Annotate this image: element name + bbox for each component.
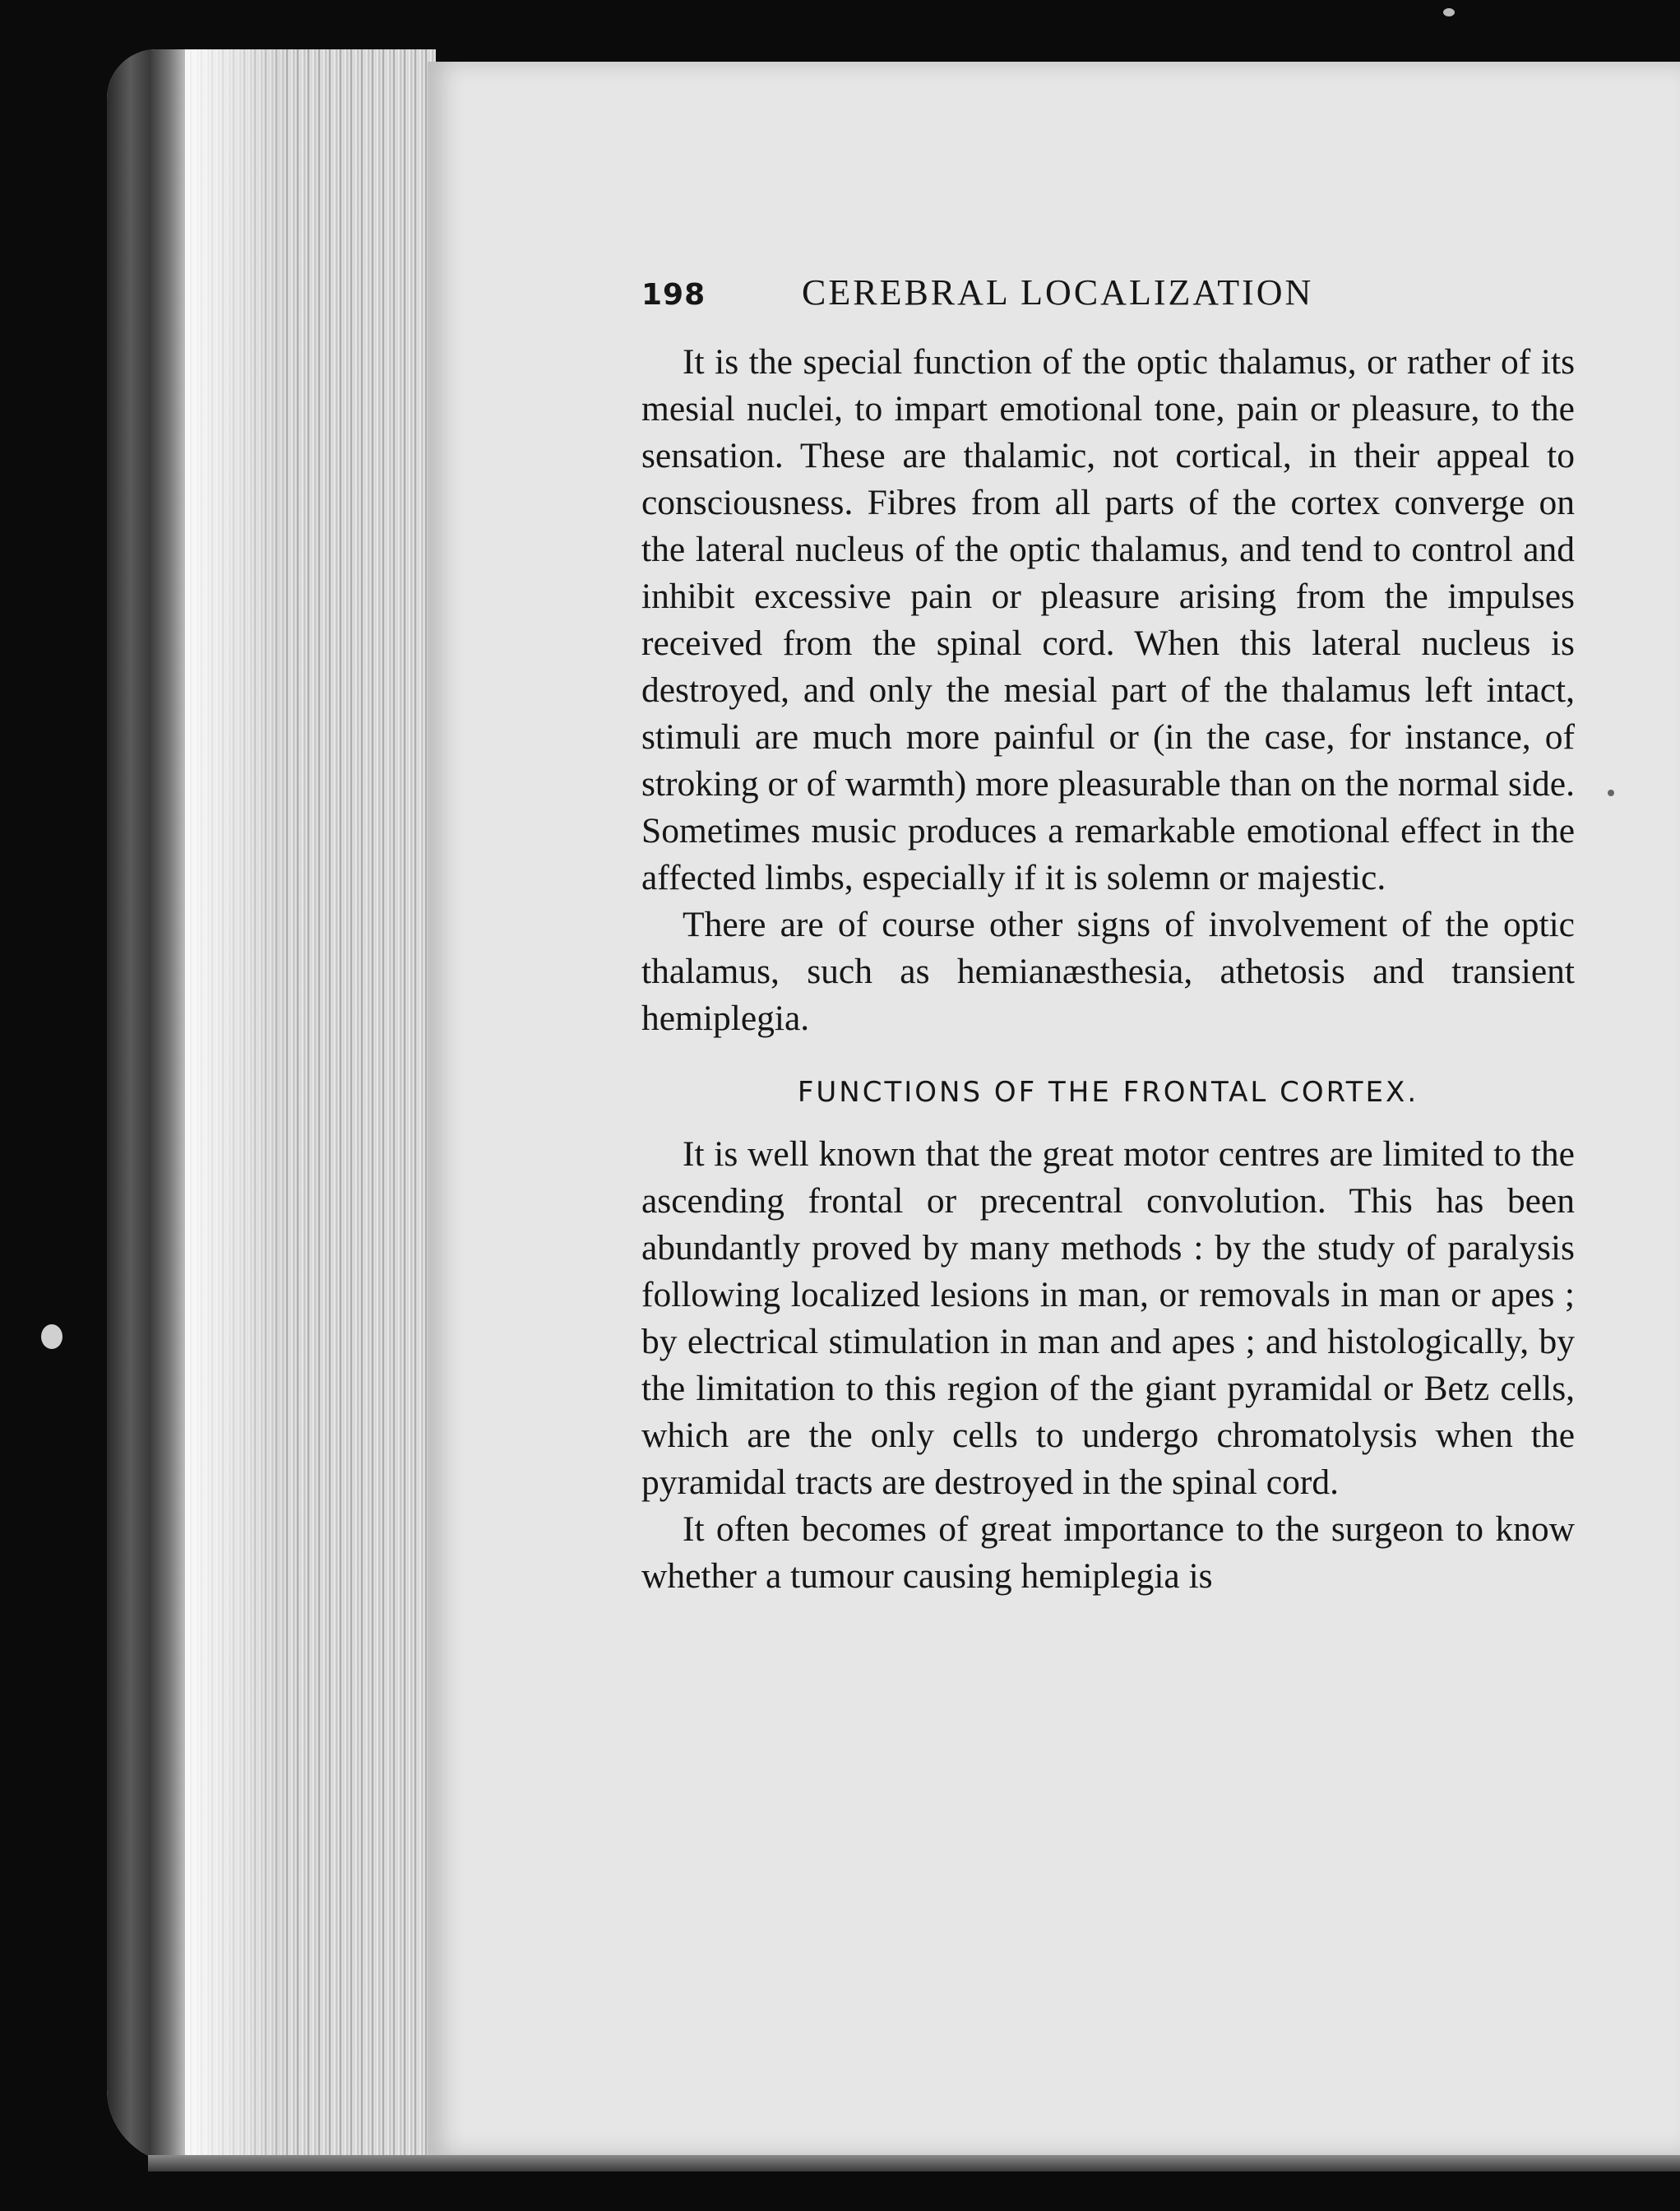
- running-head-title: CEREBRAL LOCALIZATION: [802, 272, 1314, 313]
- book-page-edges: [107, 49, 436, 2163]
- running-head: [641, 271, 1575, 321]
- body-paragraph: It often becomes of great importance to the surgeon to know whether a tumour causing hemiplegia is: [641, 1509, 1575, 1596]
- body-paragraph: There are of course other signs of involvement of the optic thalamus, such as hemianæsthesia, athetosis and transient hemiplegia.: [641, 905, 1575, 1038]
- body-paragraph: It is the special function of the optic thalamus, or rather of its mesial nuclei, to impart emotional tone, pain or pleasure, to the sensation. These are thalamic, not cortical, in their appeal to consciousness. Fibres from all parts of the cortex converge on the lateral nucleus of the optic thalamus, and tend to control and inhibit excessive pain or pleasure arising from the impulses received from the spinal cord. When this lateral nucleus is destroyed, and only the mesial part of the thalamus left intact, stimuli are much more painful or (in the case, for instance, of stroking or of warmth) more pleasurable than on the normal side. Sometimes music produces a remarkable emotional effect in the affected limbs, especially if it is solemn or majestic.: [641, 342, 1575, 897]
- page-text-block: [641, 271, 1575, 1600]
- scan-speck: [41, 1324, 62, 1349]
- scan-speck: [1443, 8, 1455, 16]
- section-heading: FUNCTIONS OF THE FRONTAL CORTEX.: [797, 1076, 1419, 1109]
- page-number: 198: [641, 278, 706, 312]
- body-paragraph: It is well known that the great motor centres are limited to the ascending frontal or precentral convolution. This has been abundantly proved by many methods : by the study of paralysis following localized lesions in man, or removals in man or apes ; by electrical stimulation in man and apes ; and histologically, by the limitation to this region of the giant pyramidal or Betz cells, which are the only cells to undergo chromatolysis when the pyramidal tracts are destroyed in the spinal cord.: [641, 1134, 1575, 1502]
- book-bottom-edge: [148, 2155, 1680, 2172]
- scan-speck: [1608, 790, 1614, 796]
